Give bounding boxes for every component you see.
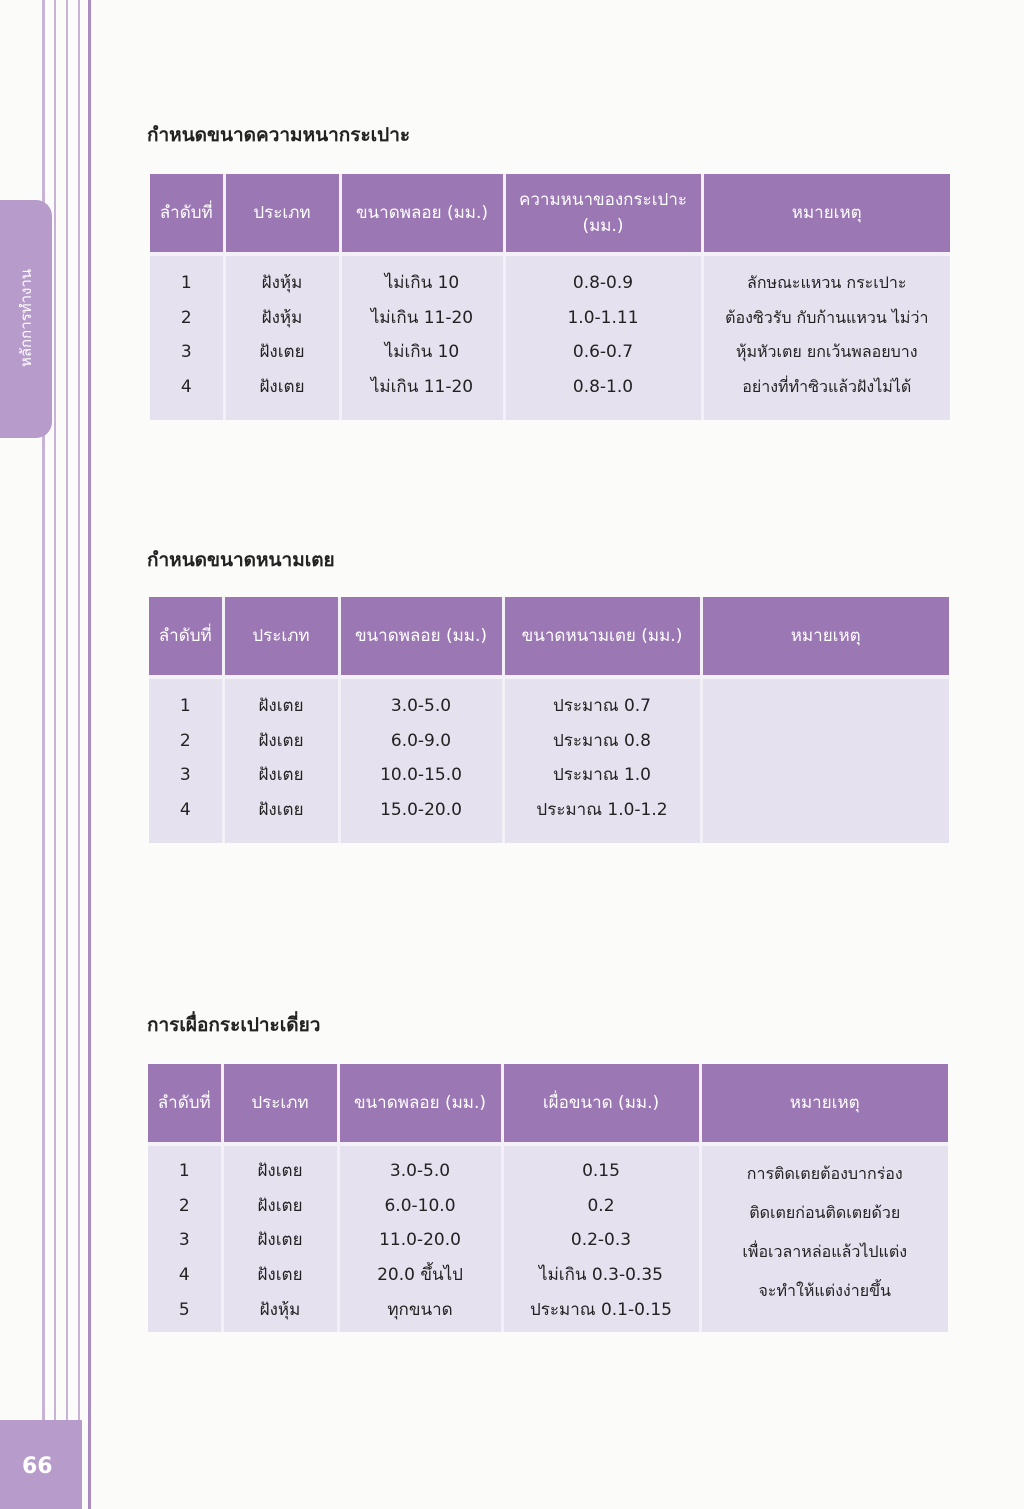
margin-line <box>54 0 56 1509</box>
note-line: การติดเตยต้องบากร่อง <box>746 1164 903 1183</box>
type-cell: ฝังเตย <box>257 1161 303 1181</box>
note-line: จะทำให้แต่งง่ายขึ้น <box>758 1281 891 1300</box>
note-line: ติดเตยก่อนติดเตยด้วย <box>749 1203 901 1222</box>
order-cell: 3 <box>178 1230 190 1251</box>
order-cell: 4 <box>179 800 191 821</box>
size-cell: 3.0-5.0 <box>389 1161 451 1181</box>
thickness-cell: 0.8-0.9 <box>572 273 634 293</box>
size-column <box>339 677 503 843</box>
order-cell: 1 <box>180 273 192 293</box>
header-bezel-thickness: ความหนาของกระเปาะ (มม.) <box>504 174 702 254</box>
note-line: ลักษณะแหวน กระเปาะ <box>747 273 907 292</box>
note-line: ต้องซิวรับ กับก้านแหวน ไม่ว่า <box>725 307 929 327</box>
size-cell: 15.0-20.0 <box>380 800 462 821</box>
type-cell: ฝังเตย <box>257 1265 303 1286</box>
type-cell: ฝังเตย <box>259 377 305 398</box>
size-cell: 11.0-20.0 <box>379 1230 461 1251</box>
bezel-thickness-table <box>150 174 950 420</box>
allowance-cell: 0.2-0.3 <box>570 1230 632 1251</box>
type-column <box>223 677 339 843</box>
type-cell: ฝังเตย <box>257 1230 303 1251</box>
order-cell: 4 <box>180 377 192 398</box>
section-title-bezel-thickness: กำหนดขนาดความหนากระเปาะ <box>147 124 411 146</box>
header-stone-size: ขนาดพลอย (มม.) <box>340 174 504 254</box>
type-column <box>224 254 340 420</box>
order-cell: 2 <box>180 307 192 328</box>
order-cell: 5 <box>178 1299 190 1320</box>
header-stone-size: ขนาดพลอย (มม.) <box>338 1064 502 1144</box>
margin-line <box>88 0 91 1509</box>
note-line: เพื่อเวลาหล่อแล้วไปแต่ง <box>742 1242 908 1261</box>
section-title-prong-size: กำหนดขนาดหนามเตย <box>147 549 335 571</box>
thickness-cell: 0.6-0.7 <box>572 342 634 363</box>
thickness-cell: 1.0-1.11 <box>567 307 639 328</box>
order-cell: 4 <box>178 1265 190 1286</box>
header-note: หมายเหตุ <box>700 1064 948 1144</box>
header-type: ประเภท <box>224 174 340 254</box>
prong-size-cell: ประมาณ 1.0 <box>552 765 651 786</box>
size-cell: ไม่เกิน 11-20 <box>370 307 474 328</box>
type-cell: ฝังหุ้ม <box>261 307 303 328</box>
type-cell: ฝังเตย <box>257 1195 303 1216</box>
order-cell: 1 <box>178 1161 190 1181</box>
order-column <box>148 1144 222 1332</box>
prong-size-cell: ประมาณ 0.7 <box>552 696 651 716</box>
order-cell: 2 <box>178 1195 190 1216</box>
prong-size-column <box>503 677 701 843</box>
thickness-cell: 0.8-1.0 <box>572 377 634 398</box>
order-column <box>150 254 224 420</box>
header-stone-size: ขนาดพลอย (มม.) <box>339 597 503 677</box>
size-column <box>340 254 504 420</box>
order-column <box>149 677 223 843</box>
note-column <box>702 254 950 420</box>
header-prong-size: ขนาดหนามเตย (มม.) <box>503 597 701 677</box>
type-cell: ฝังหุ้ม <box>259 1299 301 1320</box>
order-cell: 3 <box>180 342 192 363</box>
thickness-column <box>504 254 702 420</box>
type-cell: ฝังหุ้ม <box>261 273 303 293</box>
size-cell: 6.0-9.0 <box>390 730 452 751</box>
allowance-cell: 0.15 <box>582 1161 620 1181</box>
page-number: 66 <box>22 1454 53 1479</box>
order-cell: 3 <box>179 765 191 786</box>
note-column <box>701 677 949 843</box>
header-order: ลำดับที่ <box>148 1064 222 1144</box>
header-note: หมายเหตุ <box>701 597 949 677</box>
type-cell: ฝังเตย <box>258 696 304 716</box>
header-note: หมายเหตุ <box>702 174 950 254</box>
type-cell: ฝังเตย <box>258 800 304 821</box>
size-cell: ไม่เกิน 10 <box>384 273 460 293</box>
allowance-cell: ไม่เกิน 0.3-0.35 <box>539 1265 663 1286</box>
size-cell: ทุกขนาด <box>387 1299 453 1320</box>
type-cell: ฝังเตย <box>258 765 304 786</box>
note-line: หุ้มหัวเตย ยกเว้นพลอยบาง <box>735 342 918 362</box>
size-cell: ไม่เกิน 10 <box>384 342 460 363</box>
order-cell: 2 <box>179 730 191 751</box>
type-cell: ฝังเตย <box>259 342 305 363</box>
margin-line <box>66 0 68 1509</box>
header-type: ประเภท <box>223 597 339 677</box>
order-cell: 1 <box>179 696 191 716</box>
size-cell: ไม่เกิน 11-20 <box>370 377 474 398</box>
header-order: ลำดับที่ <box>149 597 223 677</box>
prong-size-cell: ประมาณ 1.0-1.2 <box>536 800 668 821</box>
header-allowance: เผื่อขนาด (มม.) <box>502 1064 700 1144</box>
allowance-column <box>502 1144 700 1332</box>
type-cell: ฝังเตย <box>258 730 304 751</box>
size-cell: 10.0-15.0 <box>380 765 462 786</box>
chapter-tab-label: หลักการทำงาน <box>17 268 35 368</box>
note-line: อย่างที่ทำซิวแล้วฝังไม่ได้ <box>742 377 912 397</box>
allowance-cell: 0.2 <box>587 1195 615 1216</box>
note-column <box>700 1144 948 1332</box>
section-title-single-bezel-allowance: การเผื่อกระเปาะเดี่ยว <box>147 1014 321 1036</box>
prong-size-cell: ประมาณ 0.8 <box>552 730 651 751</box>
allowance-cell: ประมาณ 0.1-0.15 <box>529 1299 672 1320</box>
header-type: ประเภท <box>222 1064 338 1144</box>
margin-line <box>78 0 80 1509</box>
header-order: ลำดับที่ <box>150 174 224 254</box>
size-cell: 3.0-5.0 <box>390 696 452 716</box>
prong-size-table <box>149 597 949 843</box>
single-bezel-allowance-table <box>148 1064 948 1332</box>
type-column <box>222 1144 338 1332</box>
size-column <box>338 1144 502 1332</box>
size-cell: 20.0 ขึ้นไป <box>377 1265 463 1286</box>
size-cell: 6.0-10.0 <box>384 1195 456 1216</box>
